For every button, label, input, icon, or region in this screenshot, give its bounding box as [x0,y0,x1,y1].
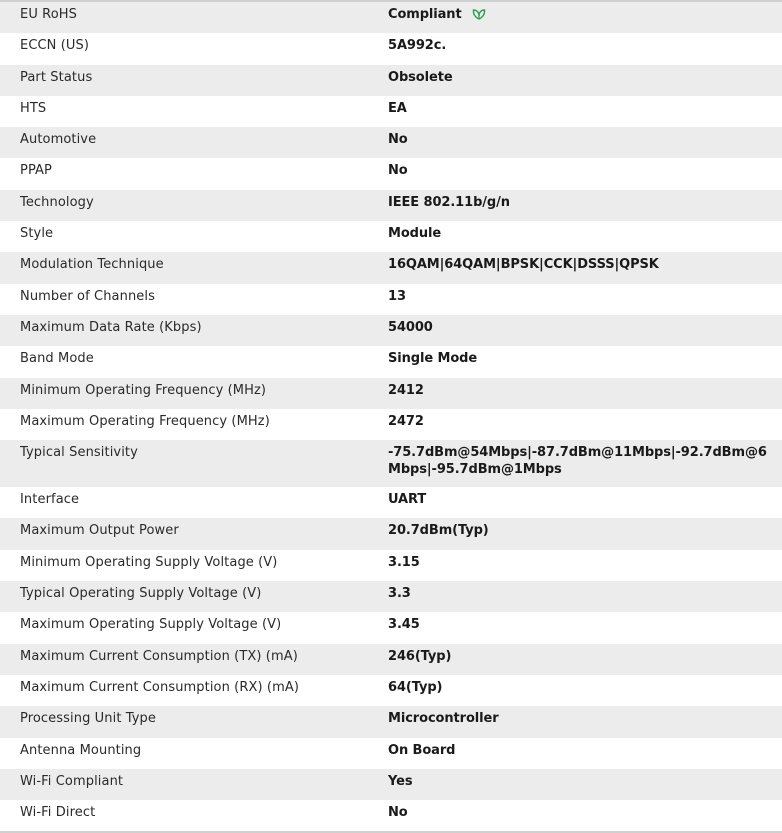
spec-value: IEEE 802.11b/g/n [388,194,510,210]
spec-label: Typical Sensitivity [20,445,138,461]
spec-row-wifi-compliant [0,769,782,800]
spec-label: Part Status [20,69,93,85]
spec-label: ECCN (US) [20,38,90,54]
spec-label: Maximum Output Power [20,523,179,539]
spec-row-ppap [0,158,782,189]
spec-row-eu-rohs [0,2,782,33]
spec-row-typical-supply-voltage [0,581,782,612]
spec-value: Obsolete [388,69,453,85]
spec-row-wifi-direct [0,800,782,831]
spec-value [388,6,768,25]
spec-row-max-current-tx [0,644,782,675]
spec-row-part-status [0,65,782,96]
spec-value: EA [388,100,407,116]
spec-row-min-supply-voltage [0,550,782,581]
spec-value: 3.45 [388,617,420,633]
spec-row-max-data-rate [0,315,782,346]
spec-label: Interface [20,492,80,508]
spec-value: 20.7dBm(Typ) [388,523,489,539]
spec-label: Maximum Operating Supply Voltage (V) [20,617,282,633]
spec-value: 16QAM|64QAM|BPSK|CCK|DSSS|QPSK [388,257,659,273]
spec-value: 2472 [388,413,424,429]
spec-label: Minimum Operating Frequency (MHz) [20,382,267,398]
spec-label: Technology [20,194,94,210]
spec-label: Maximum Current Consumption (RX) (mA) [20,679,299,695]
spec-label: Maximum Current Consumption (TX) (mA) [20,648,298,664]
spec-value: Microcontroller [388,711,499,727]
spec-value: Single Mode [388,351,478,367]
spec-value: Module [388,226,442,242]
spec-row-max-current-rx [0,675,782,706]
spec-label: Automotive [20,132,97,148]
spec-value: No [388,805,408,821]
spec-value: No [388,132,408,148]
spec-value: 2412 [388,382,424,398]
spec-value: 5A992c. [388,38,447,54]
spec-row-processing-unit-type [0,706,782,737]
spec-row-max-output-power [0,518,782,549]
spec-row-hts [0,96,782,127]
spec-label: Minimum Operating Supply Voltage (V) [20,554,278,570]
spec-value: 3.3 [388,586,411,602]
spec-row-automotive [0,127,782,158]
spec-label: EU RoHS [20,7,77,22]
spec-row-number-of-channels [0,284,782,315]
spec-row-band-mode [0,346,782,377]
spec-row-technology [0,190,782,221]
spec-label: PPAP [20,163,52,179]
spec-row-typical-sensitivity [0,440,782,487]
spec-label: Processing Unit Type [20,711,157,727]
spec-label: Style [20,226,54,242]
leaf-icon [472,8,486,25]
spec-value-text: Compliant [388,7,462,22]
spec-row-interface [0,487,782,518]
spec-value: 13 [388,288,406,304]
spec-label: Maximum Data Rate (Kbps) [20,319,202,335]
spec-value: 246(Typ) [388,648,452,664]
spec-row-modulation-technique [0,252,782,283]
spec-label: Typical Operating Supply Voltage (V) [20,586,262,602]
spec-value: No [388,163,408,179]
spec-row-min-operating-frequency [0,378,782,409]
spec-label: Antenna Mounting [20,742,142,758]
spec-value: On Board [388,742,456,758]
spec-row-antenna-mounting [0,738,782,769]
spec-value: 3.15 [388,554,420,570]
spec-value: UART [388,492,427,508]
spec-label: Wi-Fi Compliant [20,773,124,789]
spec-label: Number of Channels [20,288,155,304]
spec-row-max-supply-voltage [0,612,782,643]
spec-row-eccn [0,33,782,64]
spec-value: 54000 [388,319,433,335]
spec-value: Yes [388,773,413,789]
spec-label: Band Mode [20,351,94,367]
spec-label: Maximum Operating Frequency (MHz) [20,413,270,429]
spec-row-style [0,221,782,252]
spec-label: HTS [20,100,47,116]
spec-value: 64(Typ) [388,679,443,695]
spec-row-max-operating-frequency [0,409,782,440]
spec-label: Wi-Fi Direct [20,805,96,821]
spec-value: -75.7dBm@54Mbps|-87.7dBm@11Mbps|-92.7dBm@6Mbps|-95.7dBm@1Mbps [388,445,767,478]
spec-label: Modulation Technique [20,257,164,273]
